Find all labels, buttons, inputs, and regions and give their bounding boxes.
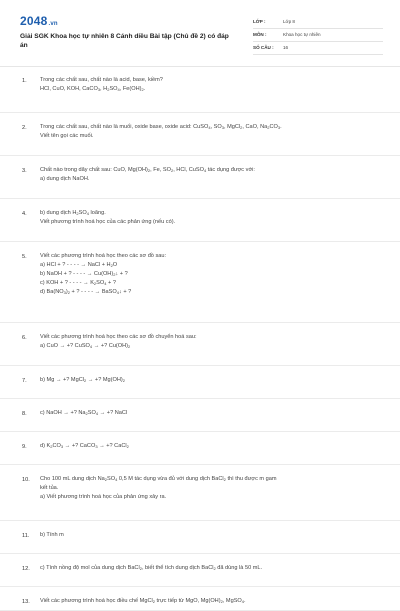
question-number: 9. — [22, 444, 27, 450]
question-item — [0, 465, 400, 521]
question-item — [0, 113, 400, 156]
question-number: 2. — [22, 125, 27, 131]
logo-suffix: .vn — [48, 21, 58, 27]
question-text — [40, 333, 380, 351]
question-item — [0, 66, 400, 113]
question-line: Trong các chất sau, chất nào là muối, oxide base, oxide acid: CuSO$_4$, $SO_3$, MgCl$_2$, CaO, $Na_2CO_3$. — [40, 124, 282, 130]
question-text — [40, 166, 380, 184]
question-line: a) Viết phương trình hoá học của phản ứng xảy ra. — [40, 494, 167, 500]
meta-value: Khoa học tự nhiên — [283, 32, 321, 37]
question-item — [0, 156, 400, 199]
question-line: a) HCl + ? - - - - → NaCl + $H_2O$ — [40, 262, 118, 268]
question-line: Viết các phương trình hoá học điều chế MgCl$_2$ trực tiếp từ MgO, $Mg(OH)_2$, MgSO$_4$. — [40, 598, 246, 604]
meta-row-count — [253, 42, 383, 55]
question-number: 4. — [22, 211, 27, 217]
question-text — [40, 475, 380, 502]
question-line: Chất nào trong dãy chất sau: CuO, $Mg(OH)_2$, Fe, $SO_2$, HCl, CuSO$_4$ tác dụng được với: — [40, 167, 255, 173]
question-item — [0, 432, 400, 465]
question-line: Cho 100 mL dung dịch $Na_2SO_4$ 0,5 M tác dụng vừa đủ với dung dịch BaCl$_2$ thì thu được m gam — [40, 476, 277, 482]
question-line: b) Tính m — [40, 532, 64, 538]
question-line: d) $K_2CO_3$ → +? CaCO$_3$ → +? CaCl$_2$ — [40, 443, 129, 449]
site-logo[interactable] — [20, 14, 58, 28]
question-text — [40, 376, 380, 385]
meta-row-class — [253, 16, 383, 29]
question-number: 5. — [22, 254, 27, 260]
question-text — [40, 252, 380, 297]
document-title: Giải SGK Khoa học tự nhiên 8 Cánh diều Bài tập (Chủ đề 2) có đáp án — [20, 33, 229, 49]
question-text — [40, 564, 380, 573]
question-line: d) $Ba(NO_3)_2$ + ? - - - - → BaSO$_4$↓ + ? — [40, 289, 132, 295]
document-header — [0, 0, 400, 64]
meta-row-subject — [253, 29, 383, 42]
meta-key: MÔN : — [253, 32, 267, 37]
question-item — [0, 366, 400, 399]
question-line: b) NaOH + ? - - - - → $Cu(OH)_2↓$ + ? — [40, 271, 128, 277]
question-number: 6. — [22, 335, 27, 341]
question-line: Trong các chất sau, chất nào là acid, base, kiềm? — [40, 77, 163, 83]
question-number: 1. — [22, 78, 27, 84]
meta-key: LỚP : — [253, 19, 266, 24]
question-item — [0, 199, 400, 242]
question-line: b) Mg → +? MgCl$_2$ → +? $Mg(OH)_2$ — [40, 377, 125, 383]
question-list — [0, 66, 400, 611]
question-line: Viết các phương trình hoá học theo các sơ đồ chuyển hoá sau: — [40, 334, 197, 340]
question-line: c) NaOH → +? $Na_2SO_4$ → +? NaCl — [40, 410, 128, 416]
question-item — [0, 587, 400, 611]
question-text — [40, 442, 380, 451]
question-text — [40, 76, 380, 94]
question-line: Viết phương trình hoá học của các phản ứng (nếu có). — [40, 219, 176, 225]
question-item — [0, 323, 400, 366]
meta-key: SỐ CÂU : — [253, 45, 274, 50]
question-text — [40, 123, 380, 141]
document-meta — [253, 16, 383, 55]
question-number: 3. — [22, 168, 27, 174]
question-number: 8. — [22, 411, 27, 417]
question-item — [0, 242, 400, 323]
question-line: kết tủa. — [40, 485, 59, 491]
question-number: 12. — [22, 566, 30, 572]
question-number: 7. — [22, 378, 27, 384]
question-item — [0, 399, 400, 432]
question-number: 13. — [22, 599, 30, 605]
meta-value: Lớp 8 — [283, 19, 295, 24]
question-line: HCl, CuO, KOH, CaCO$_3$, $H_2SO_4$, $Fe(OH)_2$. — [40, 86, 146, 92]
logo-main: 2048 — [20, 14, 48, 28]
question-item — [0, 521, 400, 554]
question-line: Viết các phương trình hoá học theo các sơ đồ sau: — [40, 253, 167, 259]
question-line: Viết tên gọi các muối. — [40, 133, 94, 139]
question-line: c) Tính nồng độ mol của dung dịch BaCl$_2$, biết thể tích dung dịch BaCl$_2$ đã dùng là 50 mL. — [40, 565, 263, 571]
question-number: 10. — [22, 477, 30, 483]
question-text — [40, 409, 380, 418]
question-line: a) dung dịch NaOH. — [40, 176, 90, 182]
question-line: c) KOH + ? - - - - → $K_2SO_4$ + ? — [40, 280, 116, 286]
question-text — [40, 209, 380, 227]
question-line: b) dung dịch $H_2SO_4$ loãng. — [40, 210, 106, 216]
question-text — [40, 597, 380, 606]
question-text — [40, 531, 380, 540]
question-item — [0, 554, 400, 587]
question-number: 11. — [22, 533, 30, 539]
question-line: a) CuO → +? CuSO$_4$ → +? $Cu(OH)_2$ — [40, 343, 131, 349]
meta-value: 16 — [283, 45, 289, 50]
